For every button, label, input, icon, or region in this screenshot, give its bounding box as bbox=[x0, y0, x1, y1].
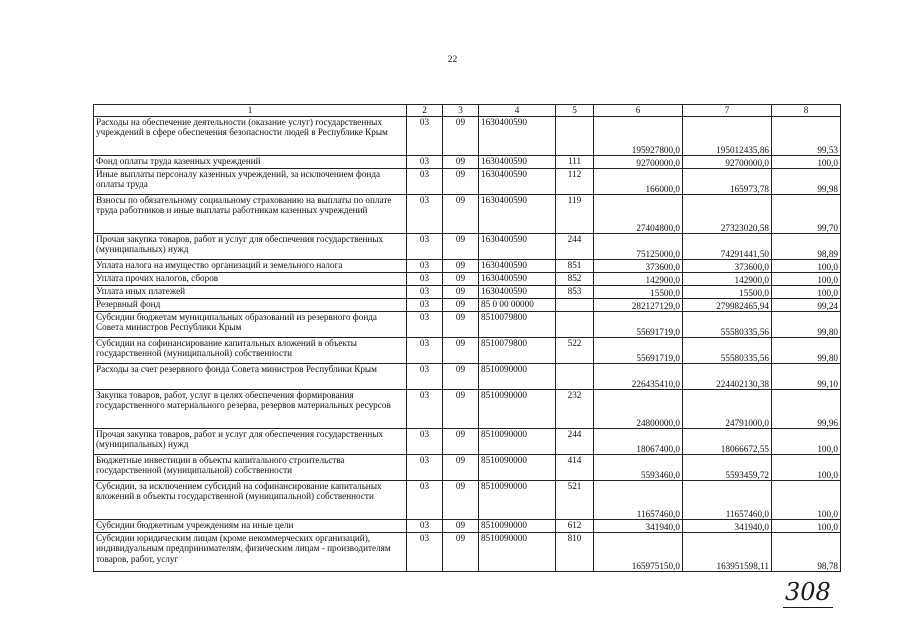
planned-amount: 55691719,0 bbox=[594, 312, 683, 338]
row-label: Уплата иных платежей bbox=[94, 286, 407, 299]
table-row bbox=[94, 273, 841, 286]
budget-table bbox=[93, 104, 841, 572]
execution-percent: 100,0 bbox=[772, 520, 841, 533]
subsection-code: 09 bbox=[443, 169, 479, 195]
row-label: Закупка товаров, работ, услуг в целях обеспечения формирования государственного материального резерва, резервов материальных ресурсов bbox=[94, 390, 407, 429]
expense-type-code: 244 bbox=[556, 429, 594, 455]
section-code: 03 bbox=[407, 364, 443, 390]
target-article-code: 8510079800 bbox=[479, 338, 556, 364]
expense-type-code: 111 bbox=[556, 156, 594, 169]
table-row bbox=[94, 234, 841, 260]
target-article-code: 1630400590 bbox=[479, 234, 556, 260]
section-code: 03 bbox=[407, 520, 443, 533]
expense-type-code bbox=[556, 299, 594, 312]
planned-amount: 373600,0 bbox=[594, 260, 683, 273]
executed-amount: 373600,0 bbox=[683, 260, 772, 273]
page-number: 22 bbox=[447, 55, 458, 65]
table-row bbox=[94, 338, 841, 364]
subsection-code: 09 bbox=[443, 312, 479, 338]
table-row bbox=[94, 156, 841, 169]
row-label: Резервный фонд bbox=[94, 299, 407, 312]
expense-type-code: 810 bbox=[556, 533, 594, 572]
expense-type-code: 612 bbox=[556, 520, 594, 533]
expense-type-code bbox=[556, 364, 594, 390]
row-label: Уплата налога на имущество организаций и земельного налога bbox=[94, 260, 407, 273]
section-code: 03 bbox=[407, 156, 443, 169]
subsection-code: 09 bbox=[443, 234, 479, 260]
execution-percent: 100,0 bbox=[772, 455, 841, 481]
planned-amount: 11657460,0 bbox=[594, 481, 683, 520]
executed-amount: 165973,78 bbox=[683, 169, 772, 195]
target-article-code: 8510090000 bbox=[479, 455, 556, 481]
table-header-row bbox=[94, 105, 841, 117]
target-article-code: 1630400590 bbox=[479, 156, 556, 169]
table-row bbox=[94, 520, 841, 533]
table-row bbox=[94, 299, 841, 312]
subsection-code: 09 bbox=[443, 273, 479, 286]
executed-amount: 55580335,56 bbox=[683, 312, 772, 338]
planned-amount: 142900,0 bbox=[594, 273, 683, 286]
row-label: Бюджетные инвестиции в объекты капитального строительства государственной (муниципальной) собственности bbox=[94, 455, 407, 481]
table-row bbox=[94, 312, 841, 338]
table-row bbox=[94, 195, 841, 234]
execution-percent: 100,0 bbox=[772, 156, 841, 169]
section-code: 03 bbox=[407, 286, 443, 299]
section-code: 03 bbox=[407, 312, 443, 338]
section-code: 03 bbox=[407, 234, 443, 260]
planned-amount: 55691719,0 bbox=[594, 338, 683, 364]
expense-type-code: 244 bbox=[556, 234, 594, 260]
subsection-code: 09 bbox=[443, 299, 479, 312]
planned-amount: 195927800,0 bbox=[594, 117, 683, 156]
executed-amount: 92700000,0 bbox=[683, 156, 772, 169]
column-header: 8 bbox=[772, 105, 841, 117]
execution-percent: 99,53 bbox=[772, 117, 841, 156]
section-code: 03 bbox=[407, 169, 443, 195]
section-code: 03 bbox=[407, 260, 443, 273]
target-article-code: 8510090000 bbox=[479, 520, 556, 533]
expense-type-code: 522 bbox=[556, 338, 594, 364]
planned-amount: 75125000,0 bbox=[594, 234, 683, 260]
subsection-code: 09 bbox=[443, 533, 479, 572]
planned-amount: 5593460,0 bbox=[594, 455, 683, 481]
column-header: 2 bbox=[407, 105, 443, 117]
expense-type-code: 119 bbox=[556, 195, 594, 234]
row-label: Фонд оплаты труда казенных учреждений bbox=[94, 156, 407, 169]
row-label: Иные выплаты персоналу казенных учреждений, за исключением фонда оплаты труда bbox=[94, 169, 407, 195]
target-article-code: 8510079800 bbox=[479, 312, 556, 338]
row-label: Прочая закупка товаров, работ и услуг для обеспечения государственных (муниципальных) нужд bbox=[94, 429, 407, 455]
subsection-code: 09 bbox=[443, 260, 479, 273]
planned-amount: 27404800,0 bbox=[594, 195, 683, 234]
executed-amount: 279982465,94 bbox=[683, 299, 772, 312]
table-row bbox=[94, 260, 841, 273]
column-header: 1 bbox=[94, 105, 407, 117]
row-label: Субсидии на софинансирование капитальных вложений в объекты государственной (муниципальной) собственности bbox=[94, 338, 407, 364]
section-code: 03 bbox=[407, 117, 443, 156]
target-article-code: 8510090000 bbox=[479, 364, 556, 390]
executed-amount: 11657460,0 bbox=[683, 481, 772, 520]
column-header: 6 bbox=[594, 105, 683, 117]
execution-percent: 99,80 bbox=[772, 338, 841, 364]
planned-amount: 165975150,0 bbox=[594, 533, 683, 572]
expense-type-code: 853 bbox=[556, 286, 594, 299]
executed-amount: 163951598,11 bbox=[683, 533, 772, 572]
column-header: 7 bbox=[683, 105, 772, 117]
planned-amount: 18067400,0 bbox=[594, 429, 683, 455]
execution-percent: 100,0 bbox=[772, 260, 841, 273]
row-label: Субсидии, за исключением субсидий на софинансирование капитальных вложений в объекты государственной (муниципальной) собственности bbox=[94, 481, 407, 520]
expense-type-code: 414 bbox=[556, 455, 594, 481]
subsection-code: 09 bbox=[443, 520, 479, 533]
section-code: 03 bbox=[407, 299, 443, 312]
expense-type-code: 851 bbox=[556, 260, 594, 273]
expense-type-code: 112 bbox=[556, 169, 594, 195]
table-row bbox=[94, 481, 841, 520]
table-row bbox=[94, 533, 841, 572]
section-code: 03 bbox=[407, 481, 443, 520]
execution-percent: 99,80 bbox=[772, 312, 841, 338]
table-row bbox=[94, 169, 841, 195]
table-row bbox=[94, 117, 841, 156]
executed-amount: 195012435,86 bbox=[683, 117, 772, 156]
section-code: 03 bbox=[407, 455, 443, 481]
subsection-code: 09 bbox=[443, 117, 479, 156]
executed-amount: 341940,0 bbox=[683, 520, 772, 533]
subsection-code: 09 bbox=[443, 429, 479, 455]
target-article-code: 1630400590 bbox=[479, 169, 556, 195]
column-header: 4 bbox=[479, 105, 556, 117]
subsection-code: 09 bbox=[443, 156, 479, 169]
subsection-code: 09 bbox=[443, 390, 479, 429]
execution-percent: 99,98 bbox=[772, 169, 841, 195]
row-label: Расходы на обеспечение деятельности (оказание услуг) государственных учреждений в сфере обеспечения безопасности людей в Республике Крым bbox=[94, 117, 407, 156]
execution-percent: 99,10 bbox=[772, 364, 841, 390]
target-article-code: 85 0 00 00000 bbox=[479, 299, 556, 312]
row-label: Субсидии бюджетам муниципальных образований из резервного фонда Совета министров Республики Крым bbox=[94, 312, 407, 338]
target-article-code: 1630400590 bbox=[479, 195, 556, 234]
execution-percent: 100,0 bbox=[772, 481, 841, 520]
target-article-code: 8510090000 bbox=[479, 533, 556, 572]
section-code: 03 bbox=[407, 533, 443, 572]
execution-percent: 99,70 bbox=[772, 195, 841, 234]
planned-amount: 166000,0 bbox=[594, 169, 683, 195]
target-article-code: 8510090000 bbox=[479, 429, 556, 455]
row-label: Субсидии юридическим лицам (кроме некоммерческих организаций), индивидуальным предпринимателям, физическим лицам - производителям товаров, работ, услуг bbox=[94, 533, 407, 572]
planned-amount: 341940,0 bbox=[594, 520, 683, 533]
section-code: 03 bbox=[407, 273, 443, 286]
column-header: 5 bbox=[556, 105, 594, 117]
target-article-code: 1630400590 bbox=[479, 117, 556, 156]
execution-percent: 99,24 bbox=[772, 299, 841, 312]
subsection-code: 09 bbox=[443, 481, 479, 520]
target-article-code: 1630400590 bbox=[479, 286, 556, 299]
planned-amount: 15500,0 bbox=[594, 286, 683, 299]
subsection-code: 09 bbox=[443, 455, 479, 481]
handwritten-page-mark: 308 bbox=[785, 578, 831, 606]
subsection-code: 09 bbox=[443, 286, 479, 299]
execution-percent: 99,96 bbox=[772, 390, 841, 429]
handwritten-underline bbox=[783, 607, 833, 608]
executed-amount: 5593459,72 bbox=[683, 455, 772, 481]
executed-amount: 142900,0 bbox=[683, 273, 772, 286]
table-row bbox=[94, 429, 841, 455]
section-code: 03 bbox=[407, 338, 443, 364]
row-label: Расходы за счет резервного фонда Совета министров Республики Крым bbox=[94, 364, 407, 390]
executed-amount: 27323020,58 bbox=[683, 195, 772, 234]
table-row bbox=[94, 364, 841, 390]
section-code: 03 bbox=[407, 390, 443, 429]
planned-amount: 226435410,0 bbox=[594, 364, 683, 390]
subsection-code: 09 bbox=[443, 195, 479, 234]
execution-percent: 98,89 bbox=[772, 234, 841, 260]
expense-type-code: 521 bbox=[556, 481, 594, 520]
planned-amount: 92700000,0 bbox=[594, 156, 683, 169]
table-row bbox=[94, 390, 841, 429]
row-label: Прочая закупка товаров, работ и услуг для обеспечения государственных (муниципальных) нужд bbox=[94, 234, 407, 260]
target-article-code: 8510090000 bbox=[479, 390, 556, 429]
planned-amount: 24800000,0 bbox=[594, 390, 683, 429]
executed-amount: 18066672,55 bbox=[683, 429, 772, 455]
execution-percent: 100,0 bbox=[772, 273, 841, 286]
section-code: 03 bbox=[407, 195, 443, 234]
subsection-code: 09 bbox=[443, 338, 479, 364]
expense-type-code: 852 bbox=[556, 273, 594, 286]
table-row bbox=[94, 286, 841, 299]
target-article-code: 1630400590 bbox=[479, 273, 556, 286]
executed-amount: 224402130,38 bbox=[683, 364, 772, 390]
expense-type-code bbox=[556, 312, 594, 338]
table-row bbox=[94, 455, 841, 481]
execution-percent: 98,78 bbox=[772, 533, 841, 572]
executed-amount: 55580335,56 bbox=[683, 338, 772, 364]
planned-amount: 282127129,0 bbox=[594, 299, 683, 312]
execution-percent: 100,0 bbox=[772, 286, 841, 299]
executed-amount: 24791000,0 bbox=[683, 390, 772, 429]
target-article-code: 8510090000 bbox=[479, 481, 556, 520]
expense-type-code bbox=[556, 117, 594, 156]
subsection-code: 09 bbox=[443, 364, 479, 390]
executed-amount: 74291441,50 bbox=[683, 234, 772, 260]
column-header: 3 bbox=[443, 105, 479, 117]
row-label: Уплата прочих налогов, сборов bbox=[94, 273, 407, 286]
executed-amount: 15500,0 bbox=[683, 286, 772, 299]
section-code: 03 bbox=[407, 429, 443, 455]
row-label: Взносы по обязательному социальному страхованию на выплаты по оплате труда работников и иные выплаты работникам казенных учреждений bbox=[94, 195, 407, 234]
target-article-code: 1630400590 bbox=[479, 260, 556, 273]
row-label: Субсидии бюджетным учреждениям на иные цели bbox=[94, 520, 407, 533]
execution-percent: 100,0 bbox=[772, 429, 841, 455]
expense-type-code: 232 bbox=[556, 390, 594, 429]
